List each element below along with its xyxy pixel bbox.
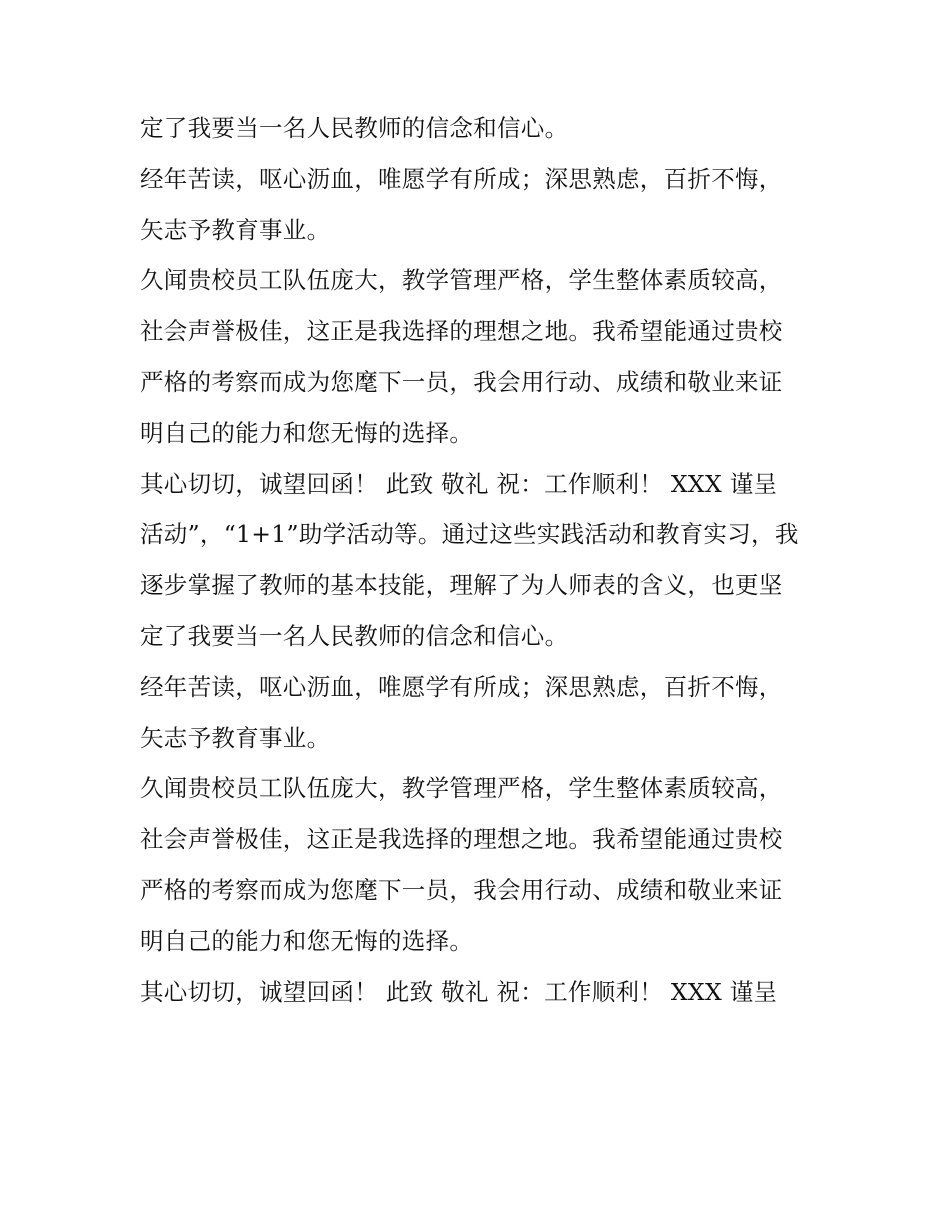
text-line: 定了我要当一名人民教师的信念和信心。	[140, 621, 569, 650]
text-line: 严格的考察而成为您麾下一员，我会用行动、成绩和敬业来证	[140, 875, 783, 904]
text-line: 社会声誉极佳，这正是我选择的理想之地。我希望能通过贵校	[140, 317, 783, 346]
text-line: 其心切切，诚望回函！ 此致 敬礼 祝：工作顺利！ XXX 谨呈	[140, 469, 778, 498]
text-line: 久闻贵校员工队伍庞大，教学管理严格，学生整体素质较高，	[140, 774, 783, 803]
text-line: 社会声誉极佳，这正是我选择的理想之地。我希望能通过贵校	[140, 825, 783, 854]
text-line: 定了我要当一名人民教师的信念和信心。	[140, 114, 569, 142]
text-line: 活动”，“1+1”助学活动等。通过这些实践活动和教育实习，我	[140, 520, 799, 549]
text-line: 矢志予教育事业。	[140, 723, 331, 752]
text-line: 明自己的能力和您无悔的选择。	[140, 418, 474, 447]
text-line: 矢志予教育事业。	[140, 215, 331, 244]
text-line: 久闻贵校员工队伍庞大，教学管理严格，学生整体素质较高，	[140, 266, 783, 295]
text-line: 严格的考察而成为您麾下一员，我会用行动、成绩和敬业来证	[140, 367, 783, 396]
text-line: 明自己的能力和您无悔的选择。	[140, 926, 474, 955]
document-body	[140, 103, 820, 1017]
text-line: 其心切切，诚望回函！ 此致 敬礼 祝：工作顺利！ XXX 谨呈	[140, 977, 778, 1006]
text-line: 经年苦读，呕心沥血，唯愿学有所成；深思熟虑，百折不悔，	[140, 672, 783, 701]
text-line: 经年苦读，呕心沥血，唯愿学有所成；深思熟虑，百折不悔，	[140, 164, 783, 193]
text-line: 逐步掌握了教师的基本技能，理解了为人师表的含义，也更坚	[140, 571, 783, 600]
